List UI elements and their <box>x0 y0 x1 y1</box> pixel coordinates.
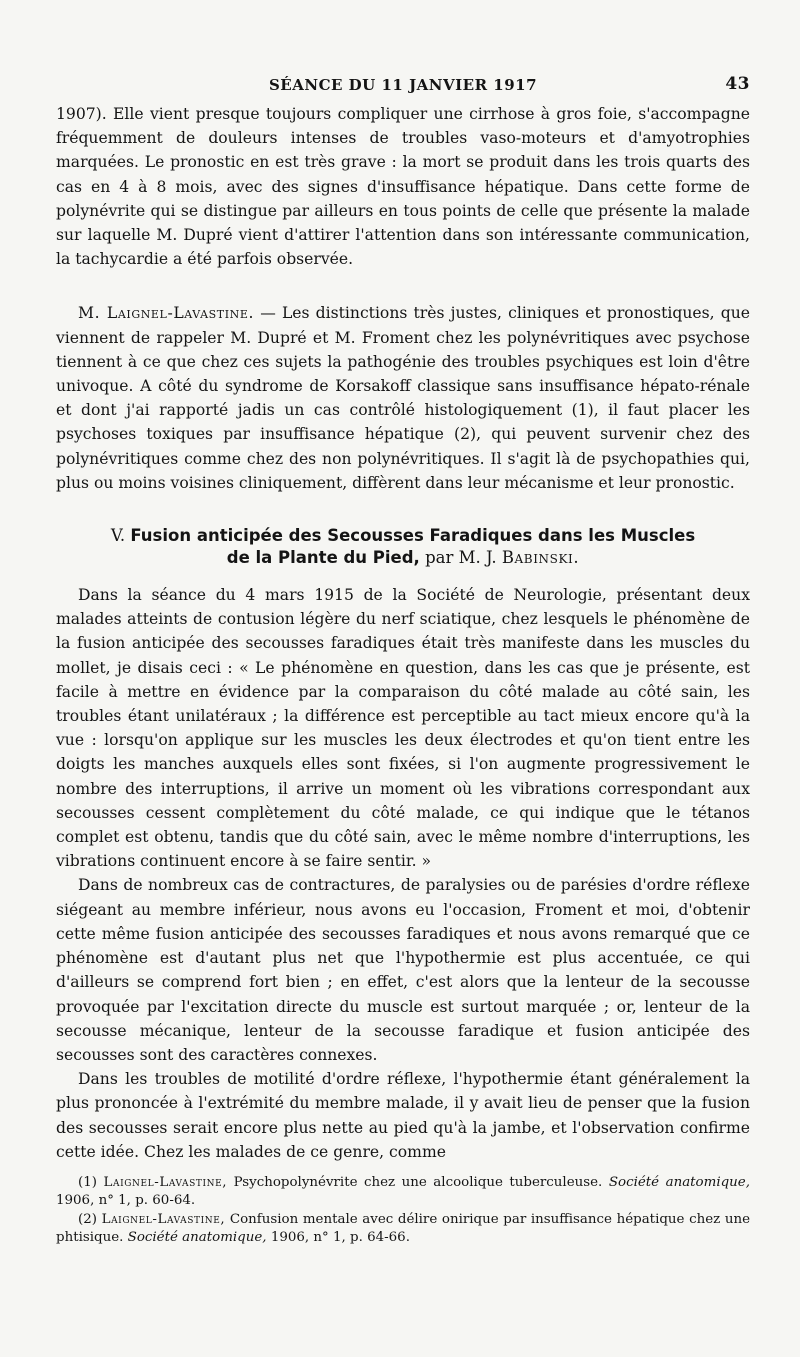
section-numeral: V. <box>110 526 126 546</box>
running-head <box>56 70 750 102</box>
speaker-remarks: — Les distinctions très justes, cliniques et pronostiques, que viennent de rappeler M. Dupré et M. Froment chez les polynévritiques avec psychose tiennent à ce que chez ces sujets la pathogénie des troubles psychiques est loin d'être univoque. A côté du syndrome de Korsakoff classique sans insuffisance hépato-rénale et dont j'ai rapporté jadis un cas contrôlé histologiquement (1), il faut placer les psychoses toxiques par insuffisance hépatique (2), qui peuvent survenir chez des polynévritiques comme chez des non polynévritiques. Il s'agit là de psychopathies qui, plus ou moins voisines cliniquement, diffèrent dans leur mécanisme et leur pronostic. <box>56 304 750 492</box>
section-title-line2: de la Plante du Pied, <box>226 548 420 568</box>
paragraph-continuation: 1907). Elle vient presque toujours compliquer une cirrhose à gros foie, s'accompagne fréquemment de douleurs intenses de troubles vaso-moteurs et d'amyotrophies marquées. Le pronostic en est très grave : la mort se produit dans les trois quarts des cas en 4 à 8 mois, avec des signes d'insuffisance hépatique. Dans cette forme de polynévrite qui se distingue par ailleurs en tous points de celle que présente la malade sur laquelle M. Dupré vient d'attirer l'attention dans son intéressante communication, la tachycardie a été parfois observée. <box>56 105 750 269</box>
section-author: Babinski. <box>501 548 580 568</box>
page-number: 43 <box>725 74 750 94</box>
book-page <box>56 70 750 1248</box>
footnote-1: (1) Laignel-Lavastine, Psychopolynévrite chez une alcoolique tuberculeuse. Société anatomique, 1906, n° 1, p. 60-64. <box>56 1174 750 1209</box>
section-title-line1: Fusion anticipée des Secousses Faradiques dans les Muscles <box>130 526 696 546</box>
paragraph-babinski-3: Dans les troubles de motilité d'ordre réflexe, l'hypothermie étant généralement la plus prononcée à l'extrémité du membre malade, il y avait lieu de penser que la fusion des secousses serait encore plus nette au pied qu'à la jambe, et l'observation confirme cette idée. Chez les malades de ce genre, comme <box>56 1070 750 1161</box>
paragraph-babinski-2: Dans de nombreux cas de contractures, de paralysies ou de parésies d'ordre réflexe siégeant au membre inférieur, nous avons eu l'occasion, Froment et moi, d'obtenir cette même fusion anticipée des secousses faradiques et nous avons remarqué que ce phénomène est d'autant plus net que l'hypothermie est plus accentuée, ce qui d'ailleurs se comprend fort bien ; en effet, c'est alors que la lenteur de la secousse provoquée par l'excitation directe du muscle est surtout marquée ; or, lenteur de la secousse mécanique, lenteur de la secousse faradique et fusion anticipée des secousses sont des caractères connexes. <box>56 876 750 1064</box>
section-heading <box>56 525 750 569</box>
footnote-2: (2) Laignel-Lavastine, Confusion mentale avec délire onirique par insuffisance hépatique chez une phtisique. Société anatomique, 1906, n° 1, p. 64-66. <box>56 1211 750 1246</box>
paragraph-laignel-lavastine <box>56 301 750 495</box>
speaker-name: M. Laignel-Lavastine. <box>78 304 255 323</box>
running-head-title: SÉANCE DU 11 JANVIER 1917 <box>268 76 538 94</box>
paragraph-babinski-1: Dans la séance du 4 mars 1915 de la Société de Neurologie, présentant deux malades atteints de contusion légère du nerf sciatique, chez lesquels le phénomène de la fusion anticipée des secousses faradiques était très manifeste dans les muscles du mollet, je disais ceci : « Le phénomène en question, dans les cas que je présente, est facile à mettre en évidence par la comparaison du côté malade au côté sain, les troubles étant unilatéraux ; la différence est perceptible au tact mieux encore qu'à la vue : lorsqu'on applique sur les muscles les deux électrodes et qu'on tient entre les doigts les manches auxquels elles sont fixées, si l'on augmente progressivement le nombre des interruptions, il arrive un moment où les vibrations correspondant aux secousses cessent complètement du côté malade, ce qui indique que le tétanos complet est obtenu, tandis que du côté sain, avec le même nombre d'interruptions, les vibrations continuent encore à se faire sentir. » <box>56 586 750 871</box>
footnotes <box>56 1174 750 1248</box>
section-byline: par M. J. <box>419 548 502 568</box>
